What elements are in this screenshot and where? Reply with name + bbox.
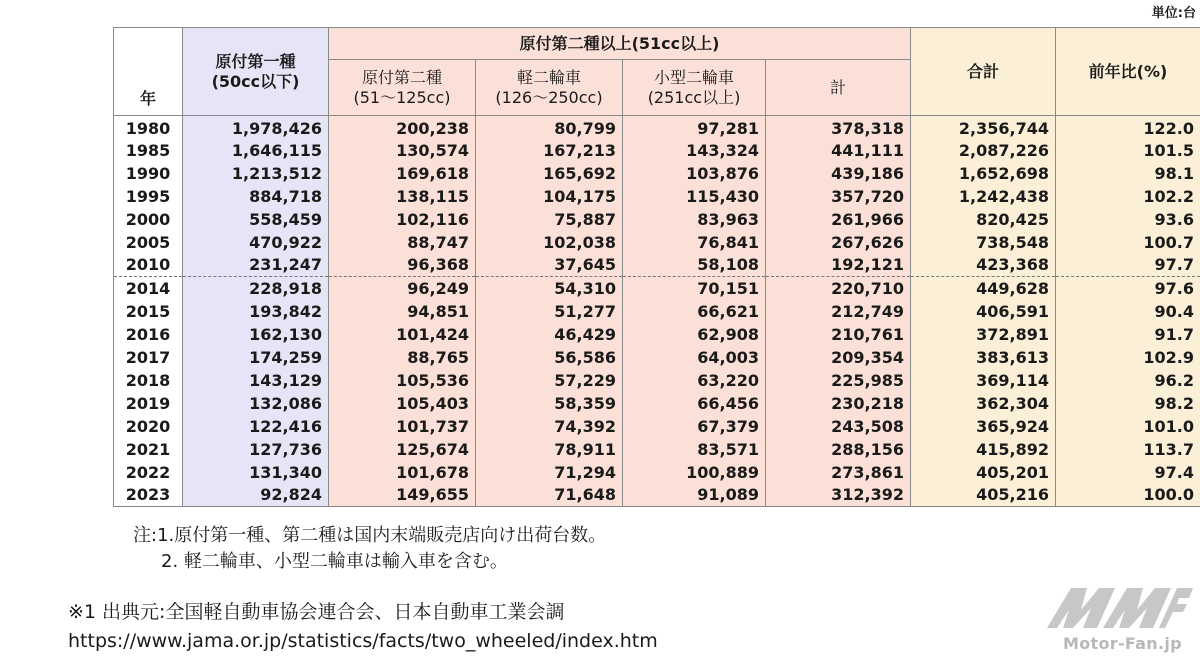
cell-subtotal: 220,710 (766, 277, 911, 300)
unit-label: 単位:台 (1151, 6, 1196, 21)
cell-year: 2017 (114, 346, 183, 369)
table-row (114, 139, 1200, 162)
cell-moped2: 101,737 (329, 415, 476, 438)
watermark-text: Motor-Fan.jp (1063, 634, 1182, 653)
cell-small: 91,089 (623, 484, 766, 507)
cell-subtotal: 210,761 (766, 323, 911, 346)
header-group-51cc: 原付第二種以上(51cc以上) (329, 28, 911, 60)
cell-small: 103,876 (623, 162, 766, 185)
cell-moped1: 470,922 (183, 231, 329, 254)
cell-moped2: 96,368 (329, 254, 476, 277)
cell-subtotal: 230,218 (766, 392, 911, 415)
cell-small: 63,220 (623, 369, 766, 392)
cell-moped2: 105,536 (329, 369, 476, 392)
cell-light: 51,277 (476, 300, 623, 323)
cell-small: 64,003 (623, 346, 766, 369)
cell-total: 405,216 (911, 484, 1056, 507)
cell-year: 2020 (114, 415, 183, 438)
cell-light: 102,038 (476, 231, 623, 254)
cell-moped2: 169,618 (329, 162, 476, 185)
header-small (623, 60, 766, 116)
table-row (114, 300, 1200, 323)
cell-yoy: 90.4 (1056, 300, 1200, 323)
cell-yoy: 113.7 (1056, 438, 1200, 461)
cell-yoy: 101.0 (1056, 415, 1200, 438)
cell-moped1: 231,247 (183, 254, 329, 277)
cell-year: 1995 (114, 185, 183, 208)
cell-subtotal: 192,121 (766, 254, 911, 277)
cell-year: 1980 (114, 116, 183, 139)
cell-total: 362,304 (911, 392, 1056, 415)
cell-moped1: 132,086 (183, 392, 329, 415)
cell-moped2: 138,115 (329, 185, 476, 208)
cell-subtotal: 212,749 (766, 300, 911, 323)
cell-moped2: 96,249 (329, 277, 476, 300)
cell-moped2: 200,238 (329, 116, 476, 139)
cell-total: 369,114 (911, 369, 1056, 392)
header-moped1-range: (50cc以下) (211, 71, 300, 91)
cell-yoy: 97.4 (1056, 461, 1200, 484)
cell-moped1: 558,459 (183, 208, 329, 231)
cell-total: 738,548 (911, 231, 1056, 254)
cell-total: 383,613 (911, 346, 1056, 369)
cell-small: 66,456 (623, 392, 766, 415)
cell-total: 2,087,226 (911, 139, 1056, 162)
cell-total: 372,891 (911, 323, 1056, 346)
cell-moped1: 127,736 (183, 438, 329, 461)
cell-yoy: 93.6 (1056, 208, 1200, 231)
cell-subtotal: 261,966 (766, 208, 911, 231)
note-1: 注:1.原付第一種、第二種は国内末端販売店向け出荷台数。 (133, 525, 607, 546)
cell-moped1: 143,129 (183, 369, 329, 392)
cell-moped2: 149,655 (329, 484, 476, 507)
cell-moped2: 125,674 (329, 438, 476, 461)
header-moped1-name: 原付第一種 (215, 51, 296, 71)
cell-yoy: 98.2 (1056, 392, 1200, 415)
cell-moped2: 88,765 (329, 346, 476, 369)
cell-small: 143,324 (623, 139, 766, 162)
table-row (114, 461, 1200, 484)
cell-yoy: 101.5 (1056, 139, 1200, 162)
cell-small: 83,571 (623, 438, 766, 461)
cell-subtotal: 378,318 (766, 116, 911, 139)
cell-subtotal: 267,626 (766, 231, 911, 254)
cell-moped2: 94,851 (329, 300, 476, 323)
cell-total: 820,425 (911, 208, 1056, 231)
cell-moped1: 162,130 (183, 323, 329, 346)
cell-year: 2023 (114, 484, 183, 507)
cell-total: 365,924 (911, 415, 1056, 438)
cell-subtotal: 225,985 (766, 369, 911, 392)
cell-total: 2,356,744 (911, 116, 1056, 139)
table-row (114, 162, 1200, 185)
cell-subtotal: 288,156 (766, 438, 911, 461)
cell-moped1: 1,213,512 (183, 162, 329, 185)
header-moped2-name: 原付第二種 (361, 67, 442, 87)
header-total: 合計 (911, 28, 1056, 116)
header-moped2-range: (51〜125cc) (353, 87, 451, 107)
cell-light: 56,586 (476, 346, 623, 369)
cell-yoy: 96.2 (1056, 369, 1200, 392)
cell-moped1: 122,416 (183, 415, 329, 438)
cell-moped2: 88,747 (329, 231, 476, 254)
note-2: 2. 軽二輪車、小型二輪車は輸入車を含む。 (161, 551, 508, 572)
cell-moped1: 1,978,426 (183, 116, 329, 139)
cell-light: 71,648 (476, 484, 623, 507)
cell-year: 2019 (114, 392, 183, 415)
cell-moped1: 884,718 (183, 185, 329, 208)
cell-yoy: 91.7 (1056, 323, 1200, 346)
table-row (114, 254, 1200, 277)
cell-year: 2000 (114, 208, 183, 231)
cell-light: 104,175 (476, 185, 623, 208)
cell-total: 1,652,698 (911, 162, 1056, 185)
cell-moped1: 193,842 (183, 300, 329, 323)
cell-total: 406,591 (911, 300, 1056, 323)
cell-yoy: 102.9 (1056, 346, 1200, 369)
table-row (114, 323, 1200, 346)
cell-subtotal: 243,508 (766, 415, 911, 438)
cell-year: 1990 (114, 162, 183, 185)
cell-moped1: 92,824 (183, 484, 329, 507)
source (68, 598, 658, 656)
cell-moped2: 102,116 (329, 208, 476, 231)
table-row (114, 208, 1200, 231)
header-moped2 (329, 60, 476, 116)
header-small-range: (251cc以上) (647, 87, 741, 107)
cell-moped2: 101,678 (329, 461, 476, 484)
cell-total: 449,628 (911, 277, 1056, 300)
cell-light: 75,887 (476, 208, 623, 231)
header-moped1 (183, 28, 329, 116)
cell-light: 78,911 (476, 438, 623, 461)
cell-yoy: 98.1 (1056, 162, 1200, 185)
cell-moped2: 101,424 (329, 323, 476, 346)
table-row (114, 231, 1200, 254)
cell-small: 70,151 (623, 277, 766, 300)
table-row (114, 392, 1200, 415)
cell-year: 2014 (114, 277, 183, 300)
table-row (114, 185, 1200, 208)
cell-yoy: 102.2 (1056, 185, 1200, 208)
cell-small: 67,379 (623, 415, 766, 438)
cell-subtotal: 439,186 (766, 162, 911, 185)
cell-total: 1,242,438 (911, 185, 1056, 208)
cell-yoy: 97.7 (1056, 254, 1200, 277)
cell-small: 97,281 (623, 116, 766, 139)
cell-total: 423,368 (911, 254, 1056, 277)
table-row (114, 369, 1200, 392)
table-body (114, 116, 1200, 507)
cell-year: 2018 (114, 369, 183, 392)
cell-year: 2016 (114, 323, 183, 346)
cell-year: 2015 (114, 300, 183, 323)
cell-subtotal: 209,354 (766, 346, 911, 369)
table-row (114, 346, 1200, 369)
cell-moped1: 131,340 (183, 461, 329, 484)
header-year: 年 (114, 28, 183, 116)
source-url[interactable]: https://www.jama.or.jp/statistics/facts/two_wheeled/index.htm (68, 630, 658, 652)
cell-moped1: 1,646,115 (183, 139, 329, 162)
table-row (114, 415, 1200, 438)
cell-small: 58,108 (623, 254, 766, 277)
cell-year: 2021 (114, 438, 183, 461)
cell-subtotal: 312,392 (766, 484, 911, 507)
cell-total: 405,201 (911, 461, 1056, 484)
cell-light: 54,310 (476, 277, 623, 300)
header-light-name: 軽二輪車 (516, 67, 581, 87)
header-small-name: 小型二輪車 (653, 67, 734, 87)
cell-yoy: 100.7 (1056, 231, 1200, 254)
cell-small: 115,430 (623, 185, 766, 208)
cell-small: 66,621 (623, 300, 766, 323)
cell-year: 1985 (114, 139, 183, 162)
cell-light: 58,359 (476, 392, 623, 415)
notes (133, 523, 606, 575)
table-row (114, 438, 1200, 461)
cell-moped2: 105,403 (329, 392, 476, 415)
cell-year: 2022 (114, 461, 183, 484)
cell-yoy: 97.6 (1056, 277, 1200, 300)
cell-subtotal: 441,111 (766, 139, 911, 162)
table-header (114, 28, 1200, 116)
cell-small: 62,908 (623, 323, 766, 346)
cell-light: 167,213 (476, 139, 623, 162)
table-row (114, 277, 1200, 300)
cell-moped2: 130,574 (329, 139, 476, 162)
cell-small: 76,841 (623, 231, 766, 254)
header-light-range: (126〜250cc) (495, 87, 603, 107)
cell-light: 80,799 (476, 116, 623, 139)
header-subtotal: 計 (766, 60, 911, 116)
cell-light: 57,229 (476, 369, 623, 392)
cell-light: 37,645 (476, 254, 623, 277)
source-label: ※1 出典元:全国軽自動車協会連合会、日本自動車工業会調 (68, 601, 565, 623)
cell-yoy: 100.0 (1056, 484, 1200, 507)
table-row (114, 484, 1200, 507)
cell-moped1: 174,259 (183, 346, 329, 369)
cell-light: 165,692 (476, 162, 623, 185)
table-row (114, 116, 1200, 139)
cell-subtotal: 273,861 (766, 461, 911, 484)
header-light (476, 60, 623, 116)
cell-small: 83,963 (623, 208, 766, 231)
cell-light: 74,392 (476, 415, 623, 438)
motorcycle-sales-table (113, 27, 1200, 507)
cell-subtotal: 357,720 (766, 185, 911, 208)
cell-light: 46,429 (476, 323, 623, 346)
cell-light: 71,294 (476, 461, 623, 484)
cell-moped1: 228,918 (183, 277, 329, 300)
header-yoy: 前年比(%) (1056, 28, 1200, 116)
cell-year: 2010 (114, 254, 183, 277)
cell-yoy: 122.0 (1056, 116, 1200, 139)
cell-year: 2005 (114, 231, 183, 254)
cell-total: 415,892 (911, 438, 1056, 461)
cell-small: 100,889 (623, 461, 766, 484)
